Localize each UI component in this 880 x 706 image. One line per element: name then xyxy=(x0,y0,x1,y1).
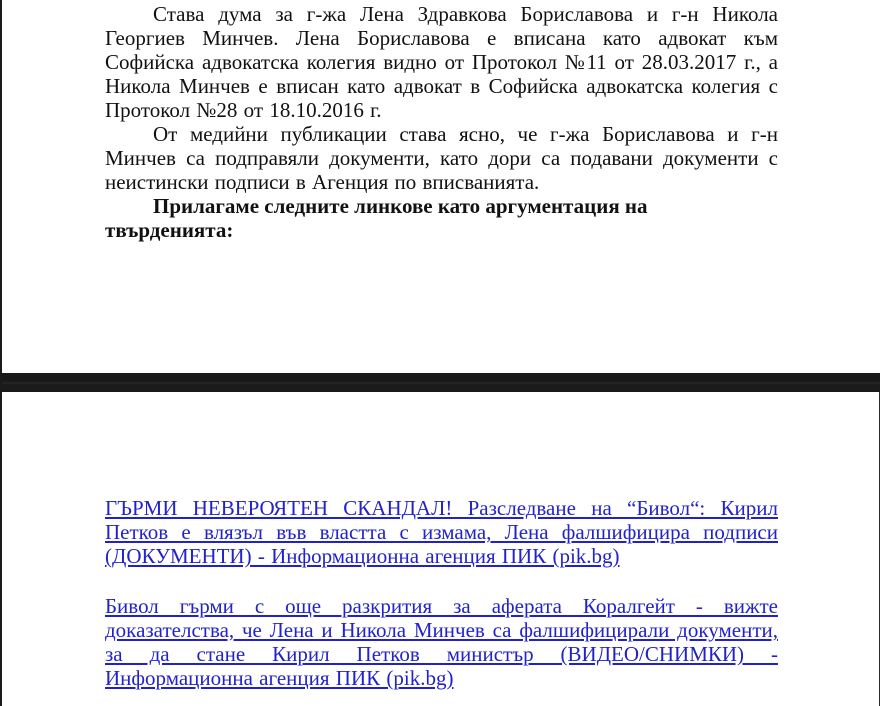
document-page-2 xyxy=(0,392,880,706)
page-left-edge-line xyxy=(0,0,2,706)
links-heading: Прилагаме следните линкове като аргументация на твърденията: xyxy=(105,194,648,242)
paragraph-media-publications: От медийни публикации става ясно, че г-жа Бориславова и г-н Минчев са подправяли документи, като дори са подавани документи с неистински подписи в Агенция по вписванията. xyxy=(105,122,778,194)
page-1-text-block xyxy=(105,2,778,242)
paragraph-lawyers-registration: Става дума за г-жа Лена Здравкова Бориславова и г-н Никола Георгиев Минчев. Лена Бориславова е вписана като адвокат към Софийска адвокатска колегия видно от Протокол №11 от 28.03.2017 г., а Никола Минчев е вписан като адвокат в Софийска адвокатска колегия с Протокол №28 от 18.10.2016 г. xyxy=(105,2,778,122)
link-pik-scandal-article[interactable]: ГЪРМИ НЕВЕРОЯТЕН СКАНДАЛ! Разследване на “Бивол“: Кирил Петков е влязъл във властта с измама, Лена фалшифицира подписи (ДОКУМЕНТИ) - Информационна агенция ПИК (pik.bg) xyxy=(105,496,778,568)
page-2-text-block xyxy=(105,496,778,690)
link-pik-koralgeit-article[interactable]: Бивол гърми с още разкрития за аферата Коралгейт - вижте доказателства, че Лена и Никола Минчев са фалшифицирали документи, за да стане Кирил Петков министър (ВИДЕО/СНИМКИ) - Информационна агенция ПИК (pik.bg) xyxy=(105,594,778,690)
page-separator-bar xyxy=(0,373,880,392)
